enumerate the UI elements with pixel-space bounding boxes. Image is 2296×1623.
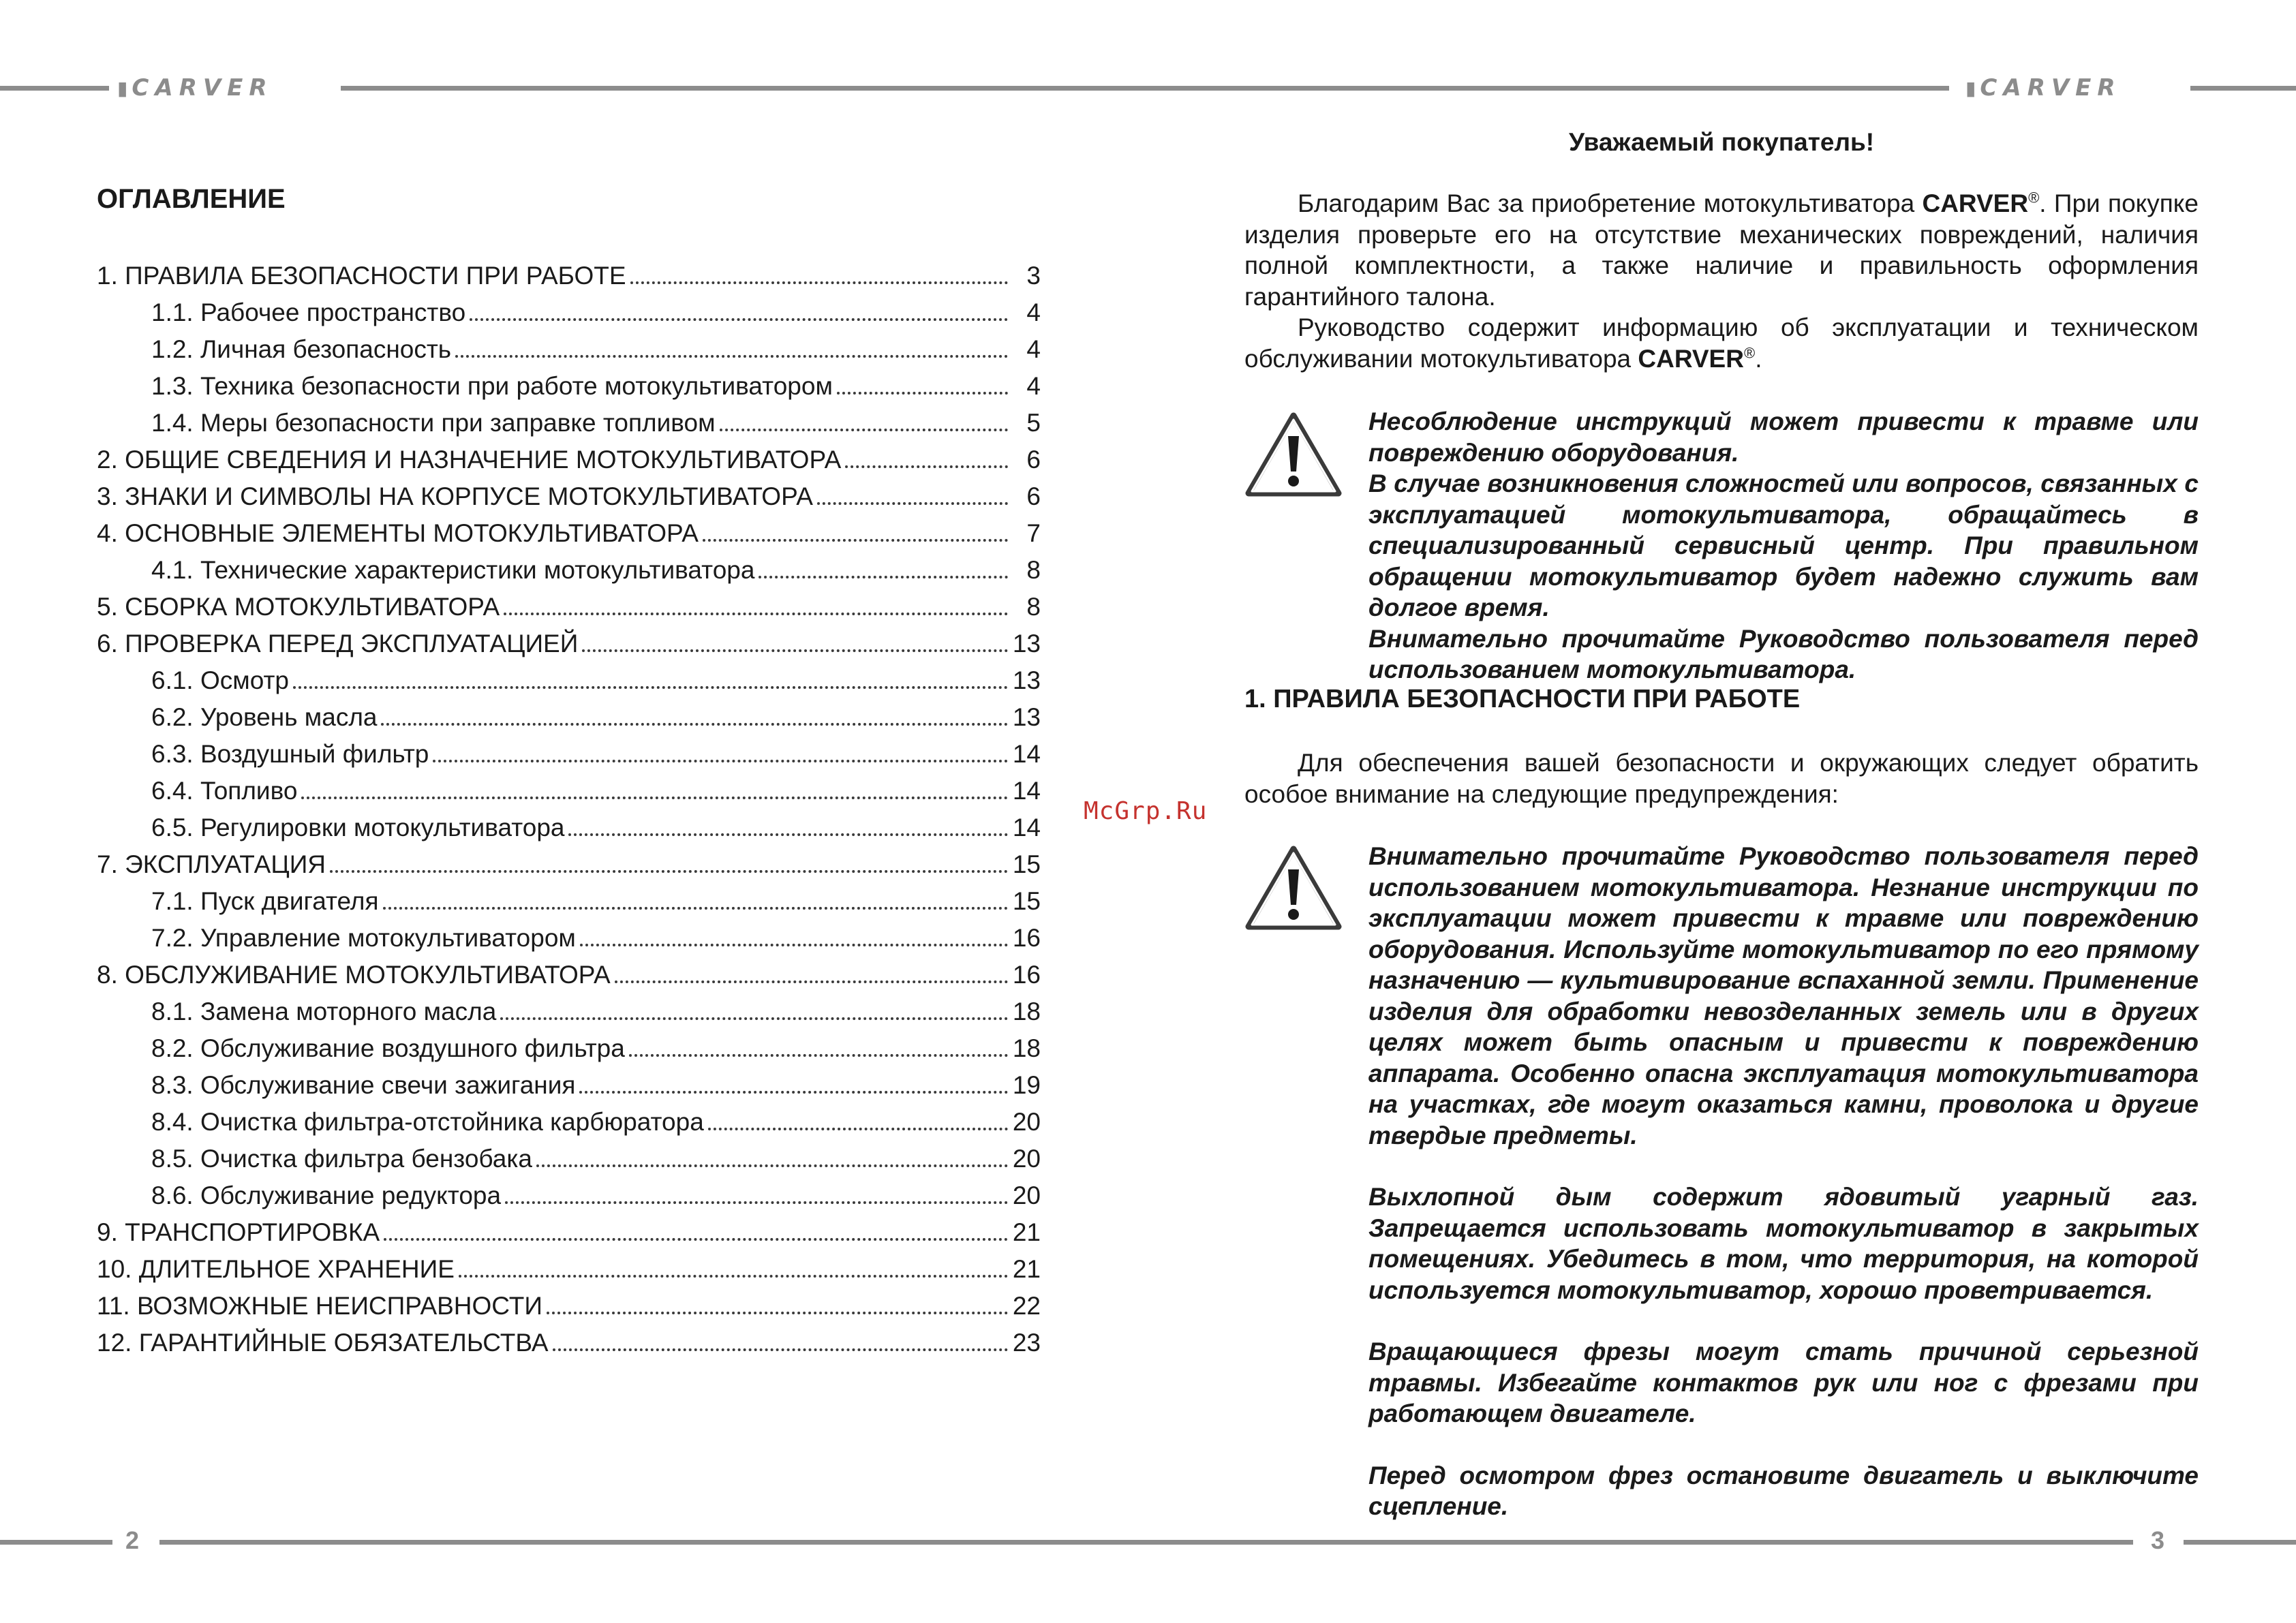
toc-leader-dots — [708, 1128, 1008, 1130]
toc-entry[interactable] — [97, 1067, 1041, 1104]
toc-leader-dots — [568, 833, 1008, 836]
toc-entry[interactable] — [97, 699, 1041, 736]
toc-entry-page: 16 — [1012, 924, 1041, 952]
greeting-heading: Уважаемый покупатель! — [1568, 128, 1875, 156]
toc-leader-dots — [845, 465, 1008, 468]
toc-leader-dots — [301, 797, 1008, 799]
toc-leader-dots — [630, 281, 1008, 284]
footer-rule-right-b — [2184, 1540, 2296, 1545]
brand-mark-icon: ▮ — [117, 76, 128, 99]
toc-entry[interactable] — [97, 736, 1041, 773]
toc-entry-page: 14 — [1012, 740, 1041, 768]
toc-entry[interactable] — [97, 442, 1041, 478]
toc-entry-label: 8.1. Замена моторного масла — [151, 998, 497, 1025]
toc-leader-dots — [547, 1312, 1008, 1314]
toc-entry-page: 19 — [1012, 1071, 1041, 1099]
toc-entry-page: 6 — [1026, 446, 1041, 474]
toc-leader-dots — [455, 355, 1008, 358]
toc-entry[interactable] — [97, 809, 1041, 846]
toc-entry[interactable] — [97, 993, 1041, 1030]
toc-entry[interactable] — [97, 552, 1041, 589]
toc-entry-label: 3. ЗНАКИ И СИМВОЛЫ НА КОРПУСЕ МОТОКУЛЬТИВАТОРА — [97, 482, 813, 510]
toc-leader-dots — [579, 1091, 1008, 1094]
warning-paragraph: Несоблюдение инструкций может привести к травме или повреждению оборудования. — [1368, 407, 2199, 467]
toc-entry-page: 15 — [1012, 850, 1041, 878]
brand-mark-icon: ▮ — [1965, 76, 1976, 99]
toc-entry-label: 6.2. Уровень масла — [151, 703, 378, 731]
toc-leader-dots — [293, 686, 1008, 689]
toc-entry-label: 6.5. Регулировки мотокультиватора — [151, 814, 565, 841]
toc-leader-dots — [505, 1201, 1008, 1204]
toc-entry-page: 4 — [1026, 372, 1041, 400]
warning-block-2 — [1368, 841, 2199, 1522]
brand-logo-right — [1965, 71, 2122, 105]
toc-entry-page: 4 — [1026, 298, 1041, 326]
toc-leader-dots — [384, 1238, 1008, 1241]
toc-entry-label: 1.4. Меры безопасности при заправке топливом — [151, 409, 716, 437]
toc-entry-page: 18 — [1012, 998, 1041, 1025]
toc-leader-dots — [381, 723, 1008, 726]
toc-entry-page: 13 — [1012, 630, 1041, 658]
toc-entry-page: 20 — [1012, 1145, 1041, 1173]
toc-entry[interactable] — [97, 846, 1041, 883]
header-rule-right-b — [2190, 86, 2296, 91]
toc-entry[interactable] — [97, 883, 1041, 920]
toc-entry-label: 8. ОБСЛУЖИВАНИЕ МОТОКУЛЬТИВАТОРА — [97, 961, 611, 989]
toc-entry[interactable] — [97, 1288, 1041, 1325]
toc-entry-page: 20 — [1012, 1181, 1041, 1209]
warning-paragraph: Внимательно прочитайте Руководство пользователя перед использованием мотокультиватора. — [1368, 624, 2199, 683]
toc-leader-dots — [383, 907, 1008, 910]
intro-block — [1244, 188, 2199, 374]
toc-entry-page: 4 — [1026, 335, 1041, 363]
brand-name-right: CARVER — [1980, 74, 2122, 102]
toc-entry-label: 6.4. Топливо — [151, 777, 298, 805]
toc-entry-page: 21 — [1012, 1255, 1041, 1283]
toc-entry[interactable] — [97, 294, 1041, 331]
toc-entry-label: 6. ПРОВЕРКА ПЕРЕД ЭКСПЛУАТАЦИЕЙ — [97, 630, 579, 658]
toc-entry-label: 7. ЭКСПЛУАТАЦИЯ — [97, 850, 326, 878]
toc-entry-page: 22 — [1012, 1292, 1041, 1320]
toc-entry-label: 9. ТРАНСПОРТИРОВКА — [97, 1218, 380, 1246]
warning-block-1 — [1368, 406, 2199, 685]
toc-title: ОГЛАВЛЕНИЕ — [97, 184, 286, 214]
toc-entry[interactable] — [97, 589, 1041, 625]
section-intro-block — [1244, 747, 2199, 809]
toc-entry-page: 16 — [1012, 961, 1041, 989]
toc-entry-page: 3 — [1026, 262, 1041, 290]
toc-entry[interactable] — [97, 920, 1041, 957]
toc-entry[interactable] — [97, 1141, 1041, 1177]
toc-leader-dots — [536, 1164, 1008, 1167]
toc-entry[interactable] — [97, 1325, 1041, 1361]
toc-leader-dots — [580, 944, 1008, 946]
toc-entry[interactable] — [97, 478, 1041, 515]
toc-entry[interactable] — [97, 625, 1041, 662]
toc-leader-dots — [837, 392, 1008, 395]
toc-entry[interactable] — [97, 1104, 1041, 1141]
toc-entry-page: 21 — [1012, 1218, 1041, 1246]
toc-entry-label: 1.2. Личная безопасность — [151, 335, 452, 363]
brand-name-left: CARVER — [132, 74, 273, 102]
warning-paragraph: Внимательно прочитайте Руководство пользователя перед использованием мотокультиватора. Незнание инструкции по эксплуатации может привести к травме или повреждению оборудования. Используйте мотокультиватор по его прямому назначению — культивирование вспаханной земли. Применение изделия для обработки невозделанных земель или в других целях может быть опасным и привести к повреждению аппарата. Особенно опасна эксплуатация мотокультиватора на участках, где могут оказаться камни, проволока и другие твердые предметы. — [1368, 842, 2199, 1149]
toc-entry-page: 8 — [1026, 556, 1041, 584]
warning-paragraph: Вращающиеся фрезы могут стать причиной серьезной травмы. Избегайте контактов рук или ног с фрезами при работающем двигателе. — [1368, 1338, 2199, 1427]
toc-entry-page: 8 — [1026, 593, 1041, 621]
toc-leader-dots — [433, 760, 1008, 762]
toc-leader-dots — [720, 429, 1008, 431]
toc-entry-label: 1.3. Техника безопасности при работе мотокультиватором — [151, 372, 833, 400]
toc-entry[interactable] — [97, 405, 1041, 442]
section-title: 1. ПРАВИЛА БЕЗОПАСНОСТИ ПРИ РАБОТЕ — [1244, 685, 1801, 713]
toc-leader-dots — [703, 539, 1008, 542]
toc-leader-dots — [582, 649, 1008, 652]
toc-leader-dots — [759, 576, 1008, 578]
toc-entry-label: 8.2. Обслуживание воздушного фильтра — [151, 1034, 625, 1062]
footer-rule-middle — [159, 1540, 2133, 1545]
toc-entry-label: 12. ГАРАНТИЙНЫЕ ОБЯЗАТЕЛЬСТВА — [97, 1329, 549, 1357]
toc-leader-dots — [504, 613, 1008, 615]
toc-entry-label: 6.1. Осмотр — [151, 666, 290, 694]
toc-leader-dots — [470, 318, 1008, 321]
toc-entry-label: 6.3. Воздушный фильтр — [151, 740, 429, 768]
toc-entry-page: 7 — [1026, 519, 1041, 547]
toc-leader-dots — [330, 870, 1008, 873]
toc-entry-label: 1.1. Рабочее пространство — [151, 298, 466, 326]
toc-entry-label: 8.6. Обслуживание редуктора — [151, 1181, 502, 1209]
toc-entry[interactable] — [97, 368, 1041, 405]
toc-entry[interactable] — [97, 258, 1041, 294]
toc-entry-label: 10. ДЛИТЕЛЬНОЕ ХРАНЕНИЕ — [97, 1255, 455, 1283]
toc-entry-label: 8.4. Очистка фильтра-отстойника карбюратора — [151, 1108, 704, 1136]
toc-entry[interactable] — [97, 331, 1041, 368]
warning-paragraph: Выхлопной дым содержит ядовитый угарный газ. Запрещается использовать мотокультиватор в закрытых помещениях. Убедитесь в том, что территория, на которой используется мотокультиватор, хорошо проветривается. — [1368, 1183, 2199, 1304]
toc-entry[interactable] — [97, 1177, 1041, 1214]
header-rule-left-b — [341, 86, 1949, 91]
toc-entry[interactable] — [97, 957, 1041, 993]
toc-leader-dots — [817, 502, 1008, 505]
toc-entry-page: 13 — [1012, 703, 1041, 731]
watermark: McGrp.Ru — [1084, 797, 1208, 825]
toc-entry-label: 8.5. Очистка фильтра бензобака — [151, 1145, 532, 1173]
toc-entry-page: 18 — [1012, 1034, 1041, 1062]
toc-entry[interactable] — [97, 1214, 1041, 1251]
toc-entry[interactable] — [97, 662, 1041, 699]
warning-triangle-icon — [1244, 845, 1343, 932]
toc-entry-label: 11. ВОЗМОЖНЫЕ НЕИСПРАВНОСТИ — [97, 1292, 542, 1320]
toc-entry-label: 7.2. Управление мотокультиватором — [151, 924, 576, 952]
toc-entry-label: 4. ОСНОВНЫЕ ЭЛЕМЕНТЫ МОТОКУЛЬТИВАТОРА — [97, 519, 699, 547]
toc-entry[interactable] — [97, 773, 1041, 809]
toc-entry-page: 15 — [1012, 887, 1041, 915]
intro-paragraph-1: Благодарим Вас за приобретение мотокультиватора CARVER®. При покупке изделия проверьте его на отсутствие механических повреждений, наличия полной комплектности, а также наличие и правильность оформления гарантийного талона. — [1244, 189, 2199, 311]
page-number-right: 3 — [2151, 1526, 2165, 1554]
table-of-contents — [97, 258, 1041, 1361]
toc-entry-page: 23 — [1012, 1329, 1041, 1357]
header-rule-left-a — [0, 86, 109, 91]
toc-entry-page: 14 — [1012, 777, 1041, 805]
section-intro: Для обеспечения вашей безопасности и окружающих следует обратить особое внимание на следующие предупреждения: — [1244, 749, 2199, 808]
brand-inline: CARVER — [1638, 344, 1744, 373]
footer-rule-left-a — [0, 1540, 112, 1545]
brand-logo-left — [117, 71, 273, 105]
toc-entry[interactable] — [97, 1030, 1041, 1067]
page-number-left: 2 — [125, 1526, 140, 1554]
toc-entry-label: 5. СБОРКА МОТОКУЛЬТИВАТОРА — [97, 593, 500, 621]
toc-entry-page: 14 — [1012, 814, 1041, 841]
toc-leader-dots — [500, 1017, 1008, 1020]
toc-entry-page: 6 — [1026, 482, 1041, 510]
toc-entry-label: 1. ПРАВИЛА БЕЗОПАСНОСТИ ПРИ РАБОТЕ — [97, 262, 626, 290]
toc-leader-dots — [615, 980, 1008, 983]
toc-entry-page: 13 — [1012, 666, 1041, 694]
toc-entry-label: 7.1. Пуск двигателя — [151, 887, 379, 915]
toc-entry-label: 4.1. Технические характеристики мотокультиватора — [151, 556, 755, 584]
toc-leader-dots — [629, 1054, 1008, 1057]
toc-entry[interactable] — [97, 1251, 1041, 1288]
toc-entry-label: 2. ОБЩИЕ СВЕДЕНИЯ И НАЗНАЧЕНИЕ МОТОКУЛЬТИВАТОРА — [97, 446, 842, 474]
toc-entry-page: 20 — [1012, 1108, 1041, 1136]
toc-leader-dots — [553, 1348, 1008, 1351]
warning-paragraph: В случае возникновения сложностей или вопросов, связанных с эксплуатацией мотокультиватора, обращайтесь в специализированный сервисный центр. При правильном обращении мотокультиватор будет надежно служить вам долгое время. — [1368, 469, 2199, 621]
warning-triangle-icon — [1244, 412, 1343, 499]
intro-paragraph-2: Руководство содержит информацию об эксплуатации и техническом обслуживании мотокультиватора CARVER®. — [1244, 313, 2199, 373]
warning-paragraph: Перед осмотром фрез остановите двигатель и выключите сцепление. — [1368, 1461, 2199, 1520]
toc-entry[interactable] — [97, 515, 1041, 552]
toc-entry-label: 8.3. Обслуживание свечи зажигания — [151, 1071, 576, 1099]
toc-entry-page: 5 — [1026, 409, 1041, 437]
toc-leader-dots — [459, 1275, 1008, 1278]
brand-inline: CARVER — [1922, 189, 2029, 217]
